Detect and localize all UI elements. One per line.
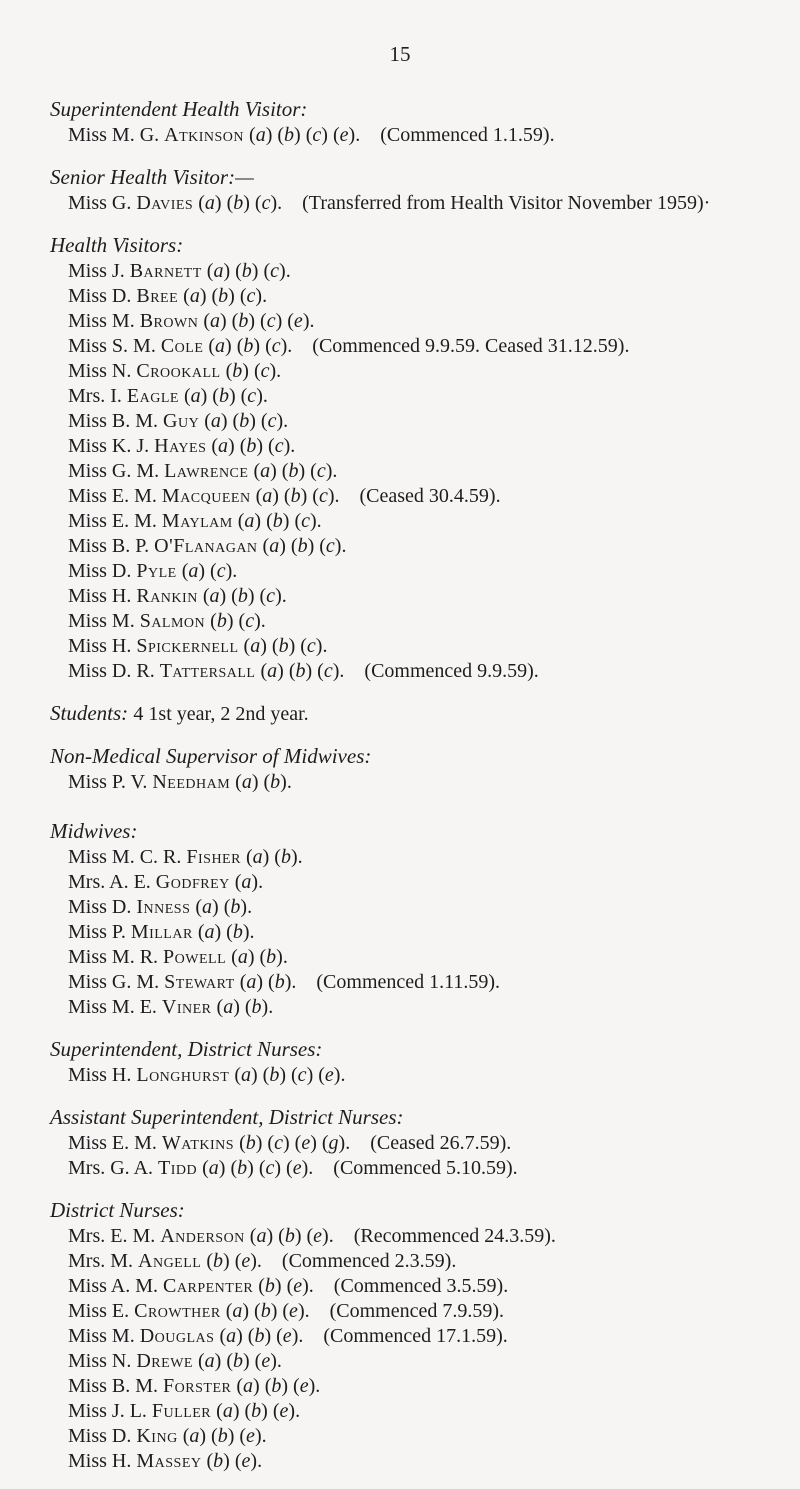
qualifications: (b) (e). bbox=[206, 1250, 262, 1272]
staff-entry bbox=[68, 945, 800, 970]
qualifications: (a) (b) (c). bbox=[260, 660, 345, 682]
staff-entry bbox=[68, 1249, 800, 1274]
staff-title-initials: Miss B. M. bbox=[68, 1375, 159, 1397]
staff-surname: Watkins bbox=[161, 1132, 235, 1154]
staff-title-initials: Miss P. bbox=[68, 921, 126, 943]
staff-title-initials: Mrs. M. bbox=[68, 1250, 134, 1272]
staff-title-initials: Miss D. bbox=[68, 896, 132, 918]
staff-surname: Pyle bbox=[136, 560, 177, 582]
qualifications: (a) (b) (e). bbox=[225, 1300, 310, 1322]
staff-entry bbox=[68, 1156, 800, 1181]
qualifications: (a) (b). bbox=[195, 896, 253, 918]
section-1 bbox=[50, 163, 800, 216]
staff-entry bbox=[68, 259, 800, 284]
staff-surname: Lawrence bbox=[164, 460, 249, 482]
staff-note: (Transferred from Health Visitor November 1959)· bbox=[302, 192, 711, 214]
staff-entry bbox=[68, 995, 800, 1020]
staff-title-initials: Miss M. E. bbox=[68, 996, 157, 1018]
qualifications: (a) (b) (c). bbox=[253, 460, 338, 482]
qualifications: (a) (b) (c) (e). bbox=[203, 310, 315, 332]
staff-surname: Barnett bbox=[129, 260, 202, 282]
qualifications: (a) (b) (e). bbox=[182, 1425, 267, 1447]
staff-note: (Commenced 5.10.59). bbox=[333, 1157, 518, 1179]
section-title: Assistant Superintendent, District Nurses: bbox=[50, 1105, 404, 1129]
staff-surname: Brown bbox=[139, 310, 199, 332]
staff-surname: Fisher bbox=[186, 846, 241, 868]
staff-entry bbox=[68, 1131, 800, 1156]
qualifications: (a) (b). bbox=[245, 846, 303, 868]
page-number: 15 bbox=[389, 42, 411, 66]
staff-entry bbox=[68, 409, 800, 434]
staff-surname: Hayes bbox=[154, 435, 207, 457]
staff-surname: Davies bbox=[136, 192, 194, 214]
staff-entry bbox=[68, 770, 800, 795]
section-6 bbox=[50, 1035, 800, 1088]
section-title: Midwives: bbox=[50, 819, 138, 843]
qualifications: (a) (b) (e). bbox=[216, 1400, 301, 1422]
qualifications: (a) (b) (c). bbox=[198, 192, 283, 214]
staff-surname: Bree bbox=[136, 285, 179, 307]
qualifications: (a) (b). bbox=[216, 996, 274, 1018]
section-7 bbox=[50, 1103, 800, 1181]
section-title: Superintendent, District Nurses: bbox=[50, 1037, 323, 1061]
staff-title-initials: Miss E. M. bbox=[68, 485, 157, 507]
staff-entry bbox=[68, 509, 800, 534]
section-title-text: Superintendent Health Visitor bbox=[50, 97, 301, 121]
qualifications: (b) (c). bbox=[210, 610, 266, 632]
qualifications: (a) (b) (c) (e). bbox=[234, 1064, 346, 1086]
staff-entry bbox=[68, 970, 800, 995]
staff-entry bbox=[68, 1274, 800, 1299]
staff-title-initials: Miss G. M. bbox=[68, 460, 160, 482]
staff-title-initials: Miss M. G. bbox=[68, 124, 160, 146]
qualifications: (a) (b) (c) (e). bbox=[202, 1157, 314, 1179]
staff-surname: Anderson bbox=[160, 1225, 245, 1247]
staff-surname: Powell bbox=[163, 946, 227, 968]
staff-surname: Needham bbox=[152, 771, 231, 793]
section-5 bbox=[50, 817, 800, 1020]
staff-note: (Commenced 2.3.59). bbox=[281, 1250, 457, 1272]
staff-surname: Macqueen bbox=[161, 485, 251, 507]
staff-title-initials: Miss S. M. bbox=[68, 335, 156, 357]
staff-title-initials: Miss E. bbox=[68, 1300, 130, 1322]
staff-entry bbox=[68, 1063, 800, 1088]
qualifications: (a) (b) (e). bbox=[249, 1225, 334, 1247]
staff-entry bbox=[68, 284, 800, 309]
section-title: Students: 4 1st year, 2 2nd year. bbox=[50, 701, 309, 725]
staff-entry bbox=[68, 1424, 800, 1449]
staff-surname: Inness bbox=[136, 896, 191, 918]
staff-title-initials: Miss N. bbox=[68, 360, 132, 382]
section-4 bbox=[50, 742, 800, 795]
section-3 bbox=[50, 699, 800, 727]
section-title-text: Students bbox=[50, 701, 122, 725]
staff-entry bbox=[68, 1324, 800, 1349]
staff-note: (Commenced 7.9.59). bbox=[329, 1300, 505, 1322]
staff-title-initials: Miss E. M. bbox=[68, 1132, 157, 1154]
staff-surname: Tidd bbox=[158, 1157, 198, 1179]
section-title-text: Midwives bbox=[50, 819, 131, 843]
staff-entry bbox=[68, 384, 800, 409]
staff-title-initials: Miss J. bbox=[68, 260, 125, 282]
qualifications: (a) (b) (e). bbox=[236, 1375, 321, 1397]
staff-title-initials: Miss M. bbox=[68, 1325, 135, 1347]
staff-surname: Stewart bbox=[164, 971, 235, 993]
qualifications: (b) (c). bbox=[225, 360, 282, 382]
staff-entry bbox=[68, 870, 800, 895]
qualifications: (a) (b) (e). bbox=[197, 1350, 282, 1372]
section-8 bbox=[50, 1196, 800, 1474]
staff-entry bbox=[68, 359, 800, 384]
qualifications: (a) (b) (c). bbox=[243, 635, 328, 657]
staff-title-initials: Mrs. A. E. bbox=[68, 871, 151, 893]
staff-title-initials: Miss D. R. bbox=[68, 660, 155, 682]
staff-note: (Commenced 3.5.59). bbox=[333, 1275, 509, 1297]
staff-surname: Guy bbox=[163, 410, 200, 432]
staff-surname: Crookall bbox=[136, 360, 221, 382]
staff-title-initials: Miss M. C. R. bbox=[68, 846, 182, 868]
staff-note: (Commenced 9.9.59. Ceased 31.12.59). bbox=[312, 335, 630, 357]
staff-entry bbox=[68, 1349, 800, 1374]
staff-surname: Maylam bbox=[161, 510, 233, 532]
section-title-text: Assistant Superintendent, District Nurses bbox=[50, 1105, 397, 1129]
staff-entry bbox=[68, 1449, 800, 1474]
staff-note: (Commenced 1.11.59). bbox=[316, 971, 501, 993]
qualifications: (b) (e). bbox=[258, 1275, 314, 1297]
staff-surname: Millar bbox=[130, 921, 193, 943]
staff-note: (Commenced 17.1.59). bbox=[323, 1325, 508, 1347]
staff-entry bbox=[68, 609, 800, 634]
staff-surname: Crowther bbox=[134, 1300, 221, 1322]
staff-title-initials: Miss M. bbox=[68, 310, 135, 332]
staff-surname: Carpenter bbox=[163, 1275, 254, 1297]
section-title: Health Visitors: bbox=[50, 233, 184, 257]
staff-title-initials: Miss D. bbox=[68, 560, 132, 582]
staff-title-initials: Miss H. bbox=[68, 1450, 132, 1472]
staff-title-initials: Miss E. M. bbox=[68, 510, 157, 532]
staff-title-initials: Miss H. bbox=[68, 1064, 132, 1086]
staff-title-initials: Miss B. M. bbox=[68, 410, 159, 432]
qualifications: (a) (b). bbox=[231, 946, 288, 968]
qualifications: (a) (b). bbox=[239, 971, 297, 993]
staff-title-initials: Miss K. J. bbox=[68, 435, 150, 457]
staff-entry bbox=[68, 1399, 800, 1424]
staff-surname: Drewe bbox=[136, 1350, 193, 1372]
section-title: Superintendent Health Visitor: bbox=[50, 97, 308, 121]
staff-entry bbox=[68, 659, 800, 684]
section-title-text: Non-Medical Supervisor of Midwives bbox=[50, 744, 365, 768]
staff-entry bbox=[68, 584, 800, 609]
staff-note: (Ceased 30.4.59). bbox=[359, 485, 501, 507]
staff-title-initials: Mrs. G. A. bbox=[68, 1157, 154, 1179]
staff-title-initials: Miss G. M. bbox=[68, 971, 160, 993]
staff-entry bbox=[68, 534, 800, 559]
staff-surname: Massey bbox=[136, 1450, 202, 1472]
staff-entry bbox=[68, 334, 800, 359]
qualifications: (a) (b). bbox=[197, 921, 255, 943]
staff-title-initials: Miss D. bbox=[68, 1425, 132, 1447]
staff-entry bbox=[68, 920, 800, 945]
staff-surname: Spickernell bbox=[136, 635, 239, 657]
section-0 bbox=[50, 95, 800, 148]
staff-note: (Commenced 9.9.59). bbox=[364, 660, 539, 682]
staff-title-initials: Miss H. bbox=[68, 585, 132, 607]
staff-note: (Commenced 1.1.59). bbox=[380, 124, 555, 146]
qualifications: (b) (e). bbox=[206, 1450, 263, 1472]
qualifications: (a) (b) (c). bbox=[202, 585, 287, 607]
qualifications: (b) (c) (e) (g). bbox=[239, 1132, 351, 1154]
staff-surname: Douglas bbox=[139, 1325, 215, 1347]
qualifications: (a) (b) (c). bbox=[211, 435, 296, 457]
qualifications: (a) (b) (c). bbox=[206, 260, 291, 282]
staff-entry bbox=[68, 634, 800, 659]
staff-title-initials: Miss D. bbox=[68, 285, 132, 307]
staff-surname: Fuller bbox=[151, 1400, 212, 1422]
staff-entry bbox=[68, 309, 800, 334]
staff-title-initials: Miss N. bbox=[68, 1350, 132, 1372]
staff-note: (Ceased 26.7.59). bbox=[370, 1132, 512, 1154]
staff-title-initials: Miss J. L. bbox=[68, 1400, 147, 1422]
staff-title-initials: Miss M. R. bbox=[68, 946, 159, 968]
staff-entry bbox=[68, 434, 800, 459]
staff-surname: Eagle bbox=[126, 385, 179, 407]
staff-surname: Cole bbox=[160, 335, 204, 357]
staff-title-initials: Miss H. bbox=[68, 635, 132, 657]
staff-surname: King bbox=[136, 1425, 178, 1447]
staff-list bbox=[0, 95, 800, 1489]
section-title-text: Health Visitors bbox=[50, 233, 177, 257]
section-title-text: Senior Health Visitor bbox=[50, 165, 229, 189]
qualifications: (a) (b) (c). bbox=[255, 485, 340, 507]
qualifications: (a) (b) (c) (e). bbox=[249, 124, 361, 146]
staff-surname: O'Flanagan bbox=[154, 535, 258, 557]
section-title: District Nurses: bbox=[50, 1198, 185, 1222]
staff-entry bbox=[68, 1299, 800, 1324]
qualifications: (a) (b) (c). bbox=[262, 535, 347, 557]
qualifications: (a) (b) (c). bbox=[208, 335, 293, 357]
staff-surname: Godfrey bbox=[155, 871, 230, 893]
staff-surname: Longhurst bbox=[136, 1064, 230, 1086]
staff-entry bbox=[68, 459, 800, 484]
staff-entry bbox=[68, 1374, 800, 1399]
staff-note: (Recommenced 24.3.59). bbox=[353, 1225, 556, 1247]
section-title-text: District Nurses bbox=[50, 1198, 178, 1222]
section-2 bbox=[50, 231, 800, 684]
qualifications: (a). bbox=[234, 871, 264, 893]
staff-entry bbox=[68, 123, 800, 148]
section-inline-text: 4 1st year, 2 2nd year. bbox=[133, 703, 309, 725]
staff-title-initials: Miss M. bbox=[68, 610, 135, 632]
staff-title-initials: Miss B. P. bbox=[68, 535, 150, 557]
staff-entry bbox=[68, 484, 800, 509]
staff-surname: Forster bbox=[163, 1375, 232, 1397]
qualifications: (a) (b) (c). bbox=[183, 385, 268, 407]
staff-surname: Tattersall bbox=[159, 660, 256, 682]
staff-title-initials: Miss A. M. bbox=[68, 1275, 159, 1297]
qualifications: (a) (b) (c). bbox=[204, 410, 289, 432]
staff-entry bbox=[68, 845, 800, 870]
section-title-text: Superintendent, District Nurses bbox=[50, 1037, 316, 1061]
staff-entry bbox=[68, 559, 800, 584]
staff-title-initials: Miss G. bbox=[68, 192, 132, 214]
staff-title-initials: Miss P. V. bbox=[68, 771, 148, 793]
staff-surname: Salmon bbox=[139, 610, 206, 632]
qualifications: (a) (b) (c). bbox=[183, 285, 268, 307]
qualifications: (a) (c). bbox=[181, 560, 238, 582]
staff-title-initials: Mrs. I. bbox=[68, 385, 122, 407]
staff-surname: Viner bbox=[161, 996, 212, 1018]
qualifications: (a) (b) (e). bbox=[219, 1325, 304, 1347]
section-title: Non-Medical Supervisor of Midwives: bbox=[50, 744, 372, 768]
staff-title-initials: Mrs. E. M. bbox=[68, 1225, 156, 1247]
staff-entry bbox=[68, 191, 800, 216]
staff-entry bbox=[68, 1224, 800, 1249]
staff-entry bbox=[68, 895, 800, 920]
qualifications: (a) (b). bbox=[235, 771, 292, 793]
qualifications: (a) (b) (c). bbox=[237, 510, 322, 532]
staff-surname: Rankin bbox=[136, 585, 198, 607]
section-title: Senior Health Visitor:— bbox=[50, 165, 254, 189]
staff-surname: Atkinson bbox=[164, 124, 245, 146]
staff-surname: Angell bbox=[138, 1250, 202, 1272]
